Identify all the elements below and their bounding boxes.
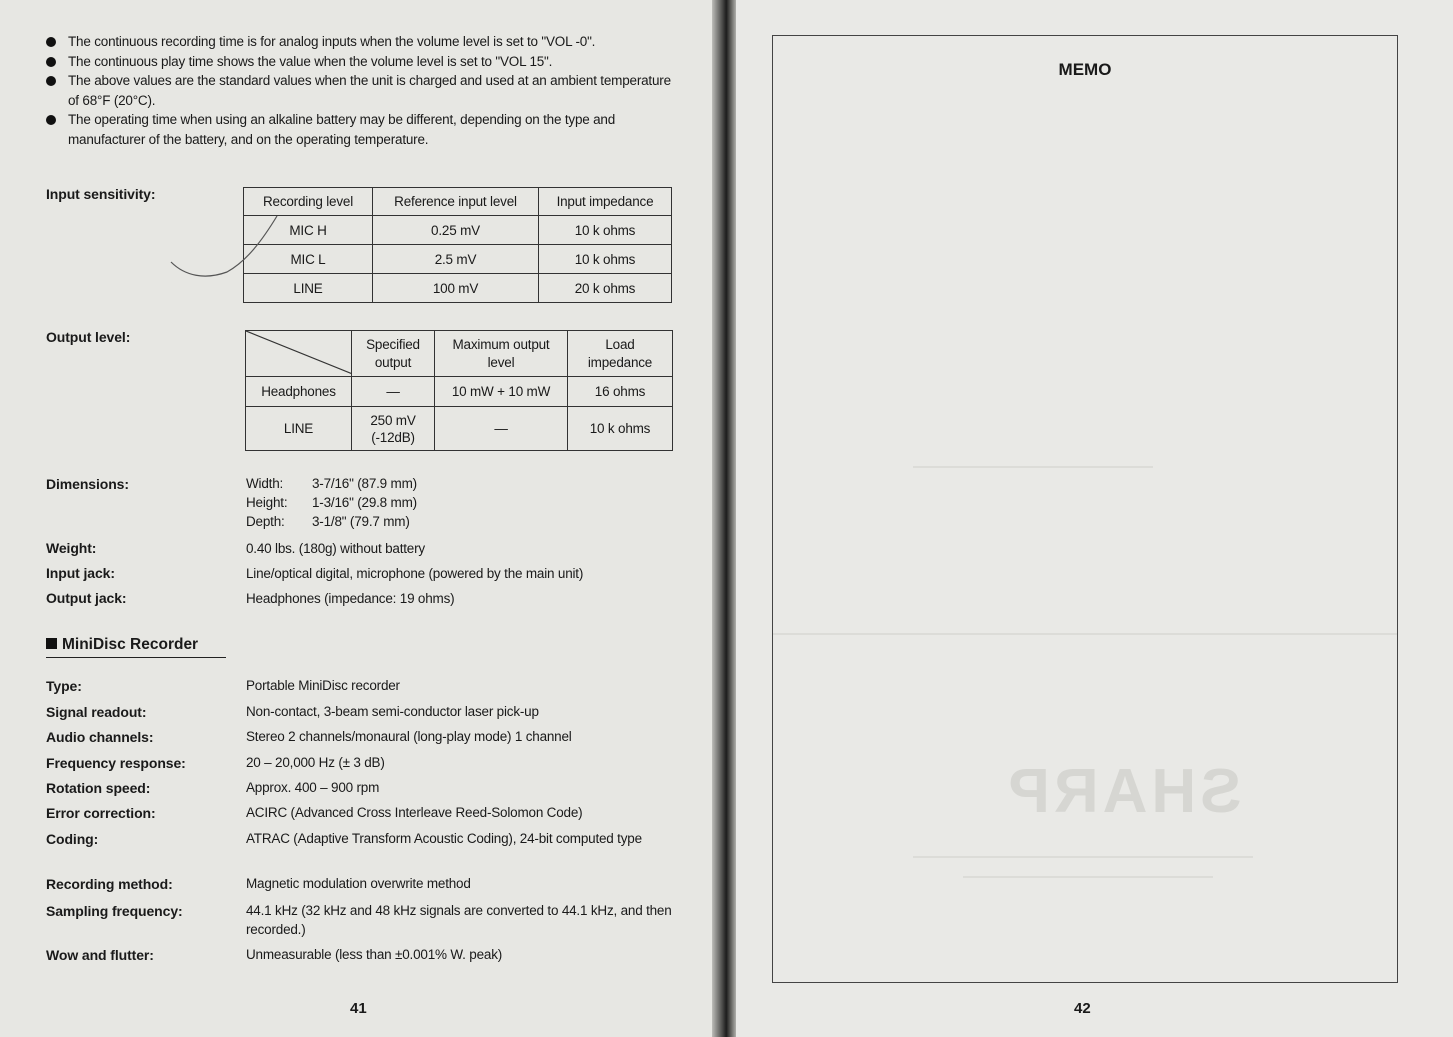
notes-list xyxy=(44,32,674,149)
bullet-dot-icon xyxy=(46,76,56,86)
page-number: 42 xyxy=(1074,1000,1091,1017)
table-cell: 10 k ohms xyxy=(539,245,672,274)
table-header-cell: Maximum output level xyxy=(435,331,568,377)
table-cell: — xyxy=(352,377,435,407)
note-item: The above values are the standard values when the unit is charged and used at an ambient temperature of 68°F (20°C). xyxy=(44,71,674,110)
table-header-cell: Load impedance xyxy=(568,331,673,377)
spec-value: 44.1 kHz (32 kHz and 48 kHz signals are converted to 44.1 kHz, and then recorded.) xyxy=(246,903,672,937)
spec-label: Coding: xyxy=(46,831,99,847)
show-through-line xyxy=(773,633,1397,635)
output-level-label: Output level: xyxy=(46,329,131,345)
spec-value: Non-contact, 3-beam semi-conductor laser pick-up xyxy=(246,704,539,719)
table-header-cell: Reference input level xyxy=(373,188,539,216)
table-cell: 10 k ohms xyxy=(539,216,672,245)
note-item: The continuous play time shows the value when the volume level is set to "VOL 15". xyxy=(44,52,674,72)
table-cell: 10 k ohms xyxy=(568,407,673,451)
spec-value: Unmeasurable (less than ±0.001% W. peak) xyxy=(246,947,503,962)
table-cell: 100 mV xyxy=(373,274,539,303)
spec-value: ACIRC (Advanced Cross Interleave Reed-Solomon Code) xyxy=(246,805,583,820)
input-jack-label: Input jack: xyxy=(46,565,115,581)
dimensions-label: Dimensions: xyxy=(46,476,129,492)
table-row xyxy=(246,377,673,407)
output-jack-label: Output jack: xyxy=(46,590,127,606)
table-cell: MIC L xyxy=(244,245,373,274)
table-row xyxy=(244,216,672,245)
show-through-logo: SHARP xyxy=(1004,757,1242,826)
table-header-cell: Input impedance xyxy=(539,188,672,216)
spec-label: Audio channels: xyxy=(46,729,154,745)
weight-label: Weight: xyxy=(46,540,97,556)
table-cell: MIC H xyxy=(244,216,373,245)
output-level-table xyxy=(245,330,673,451)
memo-box xyxy=(772,35,1398,983)
table-cell: LINE xyxy=(244,274,373,303)
output-jack-value: Headphones (impedance: 19 ohms) xyxy=(246,591,455,606)
dimension-row: Width: 3-7/16" (87.9 mm) xyxy=(246,476,417,491)
table-row-head: Headphones xyxy=(246,377,352,407)
bullet-dot-icon xyxy=(46,57,56,67)
spec-value: Magnetic modulation overwrite method xyxy=(246,876,471,891)
spec-label: Rotation speed: xyxy=(46,780,151,796)
table-cell: 16 ohms xyxy=(568,377,673,407)
spec-value: 20 – 20,000 Hz (± 3 dB) xyxy=(246,755,385,770)
memo-title: MEMO xyxy=(1058,60,1112,79)
spec-label: Signal readout: xyxy=(46,704,147,720)
input-sensitivity-label: Input sensitivity: xyxy=(46,186,156,202)
table-row xyxy=(246,407,673,451)
diagonal-header-cell xyxy=(246,331,352,377)
page-41 xyxy=(0,0,718,1037)
page-42 xyxy=(736,0,1453,1037)
square-bullet-icon xyxy=(46,638,57,649)
spec-label: Frequency response: xyxy=(46,755,186,771)
table-cell: 10 mW + 10 mW xyxy=(435,377,568,407)
spec-label: Recording method: xyxy=(46,876,173,892)
table-header-row xyxy=(244,188,672,216)
input-sensitivity-table xyxy=(243,187,672,303)
spec-label: Error correction: xyxy=(46,805,156,821)
bullet-dot-icon xyxy=(46,115,56,125)
show-through-line xyxy=(913,466,1153,468)
spec-label: Sampling frequency: xyxy=(46,903,183,919)
table-header-cell: Specified output xyxy=(352,331,435,377)
show-through-line xyxy=(913,856,1253,858)
spec-value: Stereo 2 channels/monaural (long-play mode) 1 channel xyxy=(246,729,572,744)
table-row xyxy=(244,274,672,303)
spec-label: Type: xyxy=(46,678,82,694)
table-cell: 0.25 mV xyxy=(373,216,539,245)
table-row xyxy=(244,245,672,274)
table-cell: 250 mV (-12dB) xyxy=(352,407,435,451)
diagonal-line-icon xyxy=(246,331,352,377)
page-number: 41 xyxy=(350,1000,367,1017)
table-cell: — xyxy=(435,407,568,451)
input-jack-value: Line/optical digital, microphone (powered by the main unit) xyxy=(246,566,584,581)
table-header-cell: Recording level xyxy=(244,188,373,216)
spec-value: Approx. 400 – 900 rpm xyxy=(246,780,380,795)
section-heading: MiniDisc Recorder xyxy=(46,636,226,658)
dimensions-value xyxy=(246,474,676,531)
bullet-dot-icon xyxy=(46,37,56,47)
table-cell: 20 k ohms xyxy=(539,274,672,303)
spec-value: Portable MiniDisc recorder xyxy=(246,678,400,693)
table-row-head: LINE xyxy=(246,407,352,451)
table-cell: 2.5 mV xyxy=(373,245,539,274)
note-item: The continuous recording time is for analog inputs when the volume level is set to "VOL -0". xyxy=(44,32,674,52)
note-item: The operating time when using an alkaline battery may be different, depending on the type and manufacturer of the battery, and on the operating temperature. xyxy=(44,110,674,149)
spec-label: Wow and flutter: xyxy=(46,947,154,963)
show-through-line xyxy=(963,876,1213,878)
dimension-row: Height: 1-3/16" (29.8 mm) xyxy=(246,495,417,510)
weight-value: 0.40 lbs. (180g) without battery xyxy=(246,541,425,556)
book-gutter xyxy=(712,0,738,1037)
dimension-row: Depth: 3-1/8" (79.7 mm) xyxy=(246,514,410,529)
pencil-mark-icon xyxy=(165,214,285,284)
table-header-row xyxy=(246,331,673,377)
spec-value: ATRAC (Adaptive Transform Acoustic Coding), 24-bit computed type xyxy=(246,831,642,846)
